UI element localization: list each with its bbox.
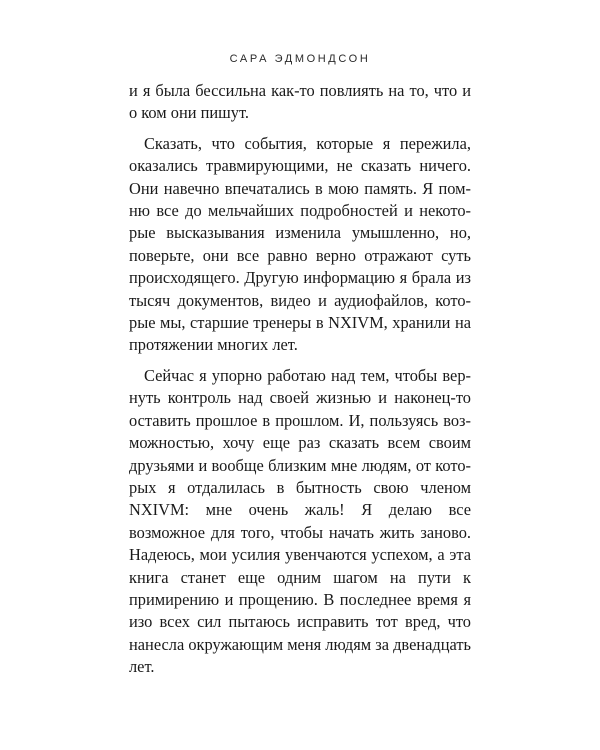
running-head-author: САРА ЭДМОНДСОН [229,53,371,65]
paragraph: Сейчас я упорно работаю над тем, чтобы вернуть контроль над своей жизнью и наконец-то оставить прошлое в прошлом. И, пользуясь возможностью, хочу еще раз сказать всем своим друзьями и вообще близким мне людям, от которых я отдалилась в бытность свою членом NXIVM: мне очень жаль! Я делаю все возможное для того, чтобы начать жить заново. Надеюсь, мои усилия увенчаются успехом, а эта книга станет еще одним шагом на пути к примирению и прощению. В последнее время я изо всех сил пытаюсь исправить тот вред, что нанесла окружающим меня людям за двенадцать лет. [129,365,471,677]
body-text [129,80,471,687]
paragraph-continuation: и я была бессильна как-то повлиять на то, что и о ком они пишут. [129,81,471,123]
paragraph: Сказать, что события, которые я пережила, оказались травмирующими, не сказать ничего. Они навечно впечатались в мою память. Я помню все до мельчайших подробностей и некоторые высказывания изменила умышленно, но, поверьте, они все равно верно отражают суть происходящего. Другую информацию я брала из тысяч документов, видео и аудиофайлов, которые мы, старшие тренеры в NXIVM, хранили на протяжении многих лет. [129,133,471,355]
